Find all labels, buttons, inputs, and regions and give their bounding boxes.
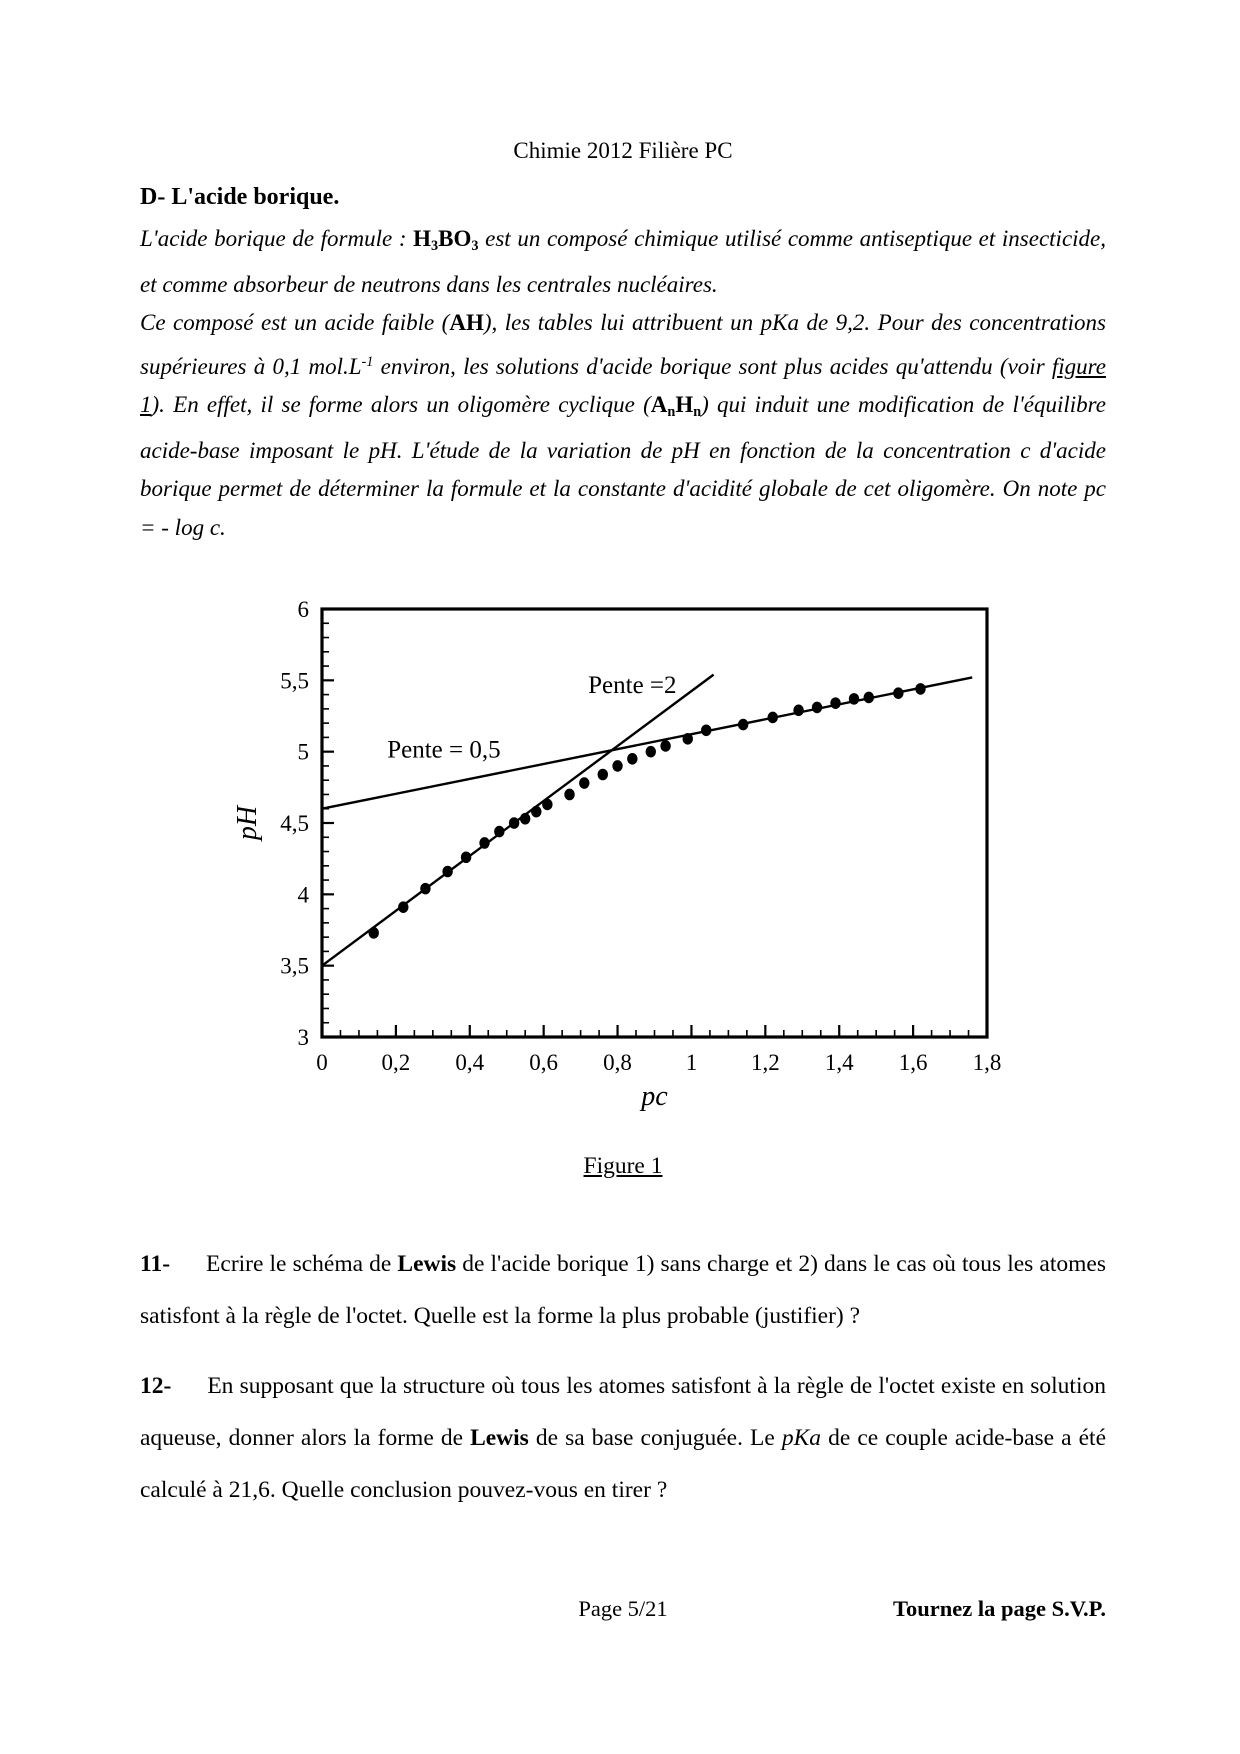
data-point	[738, 719, 748, 731]
pente-0-5-label: Pente = 0,5	[387, 736, 501, 764]
text-run: AH	[449, 310, 484, 336]
footer-page-number: Page 5/21	[578, 1596, 668, 1621]
x-tick-label: 0,4	[455, 1050, 485, 1075]
text-run: n	[667, 404, 676, 421]
intro-paragraph-1	[140, 220, 1106, 304]
data-point	[479, 837, 489, 849]
y-tick-label: 6	[297, 597, 309, 622]
text-run: de ce couple acide-base a été calculé à 21,6. Quelle conclusion pouvez-vous en tirer ?	[140, 1425, 1107, 1503]
data-point	[627, 753, 637, 765]
text-run: pKa	[781, 1425, 822, 1451]
text-run: Ecrire le schéma de	[206, 1251, 398, 1277]
text-run: figure 1	[140, 353, 1106, 418]
x-tick-label: 1	[685, 1050, 698, 1075]
text-run: de l'acide borique 1) sans charge et 2) dans le cas où tous les atomes satisfont à la règle de l'octet. Quelle est la forme la plus probable (justifier) ?	[140, 1251, 1106, 1329]
y-tick-label: 3	[297, 1025, 309, 1050]
data-point	[830, 697, 840, 709]
x-tick-label: 0	[316, 1050, 328, 1075]
data-point	[812, 702, 822, 714]
y-tick-label: 3,5	[280, 953, 309, 979]
intro-paragraph-2	[140, 304, 1106, 547]
footer-turn-note: Tournez la page S.V.P.	[893, 1596, 1106, 1621]
text-run: H	[675, 392, 694, 418]
data-point	[768, 712, 778, 724]
text-run: L'acide borique de formule :	[140, 226, 414, 251]
question-11	[140, 1238, 1106, 1342]
text-run: ) qui induit une modification de l'équilibre acide-base imposant le pH. L'étude de la variation de pH en fonction de la concentration c d'acide borique permet de déterminer la formule et la constante d'acidité globale de cet oligomère. On note pc = - log c.	[140, 392, 1106, 540]
data-point	[660, 740, 670, 752]
text-run: -1	[361, 353, 374, 370]
text-run: Lewis	[470, 1425, 529, 1451]
text-run: Lewis	[397, 1251, 457, 1277]
intro-text	[140, 220, 1106, 548]
x-tick-label: 1,8	[972, 1050, 1002, 1075]
question-12	[140, 1360, 1106, 1516]
x-tick-label: 0,8	[603, 1050, 632, 1075]
data-point	[369, 927, 379, 939]
x-tick-label: 1,2	[750, 1050, 780, 1075]
x-tick-label: 0,6	[529, 1050, 559, 1075]
text-run: ), les tables lui attribuent un pKa de 9,2. Pour des concentrations supérieures à 0,1 mol.L	[140, 310, 1106, 379]
y-tick-label: 4,5	[280, 811, 309, 836]
figure-caption-text: Figure 1	[583, 1153, 663, 1179]
y-tick-label: 5	[297, 739, 309, 765]
x-tick-label: 1,6	[898, 1050, 928, 1075]
figure-caption	[140, 1153, 1106, 1180]
data-point	[598, 769, 608, 781]
y-tick-label: 4	[297, 882, 309, 908]
data-point	[701, 724, 711, 736]
text-run: n	[693, 404, 702, 421]
text-run: H	[413, 226, 432, 251]
page-title: Chimie 2012 Filière PC	[513, 138, 733, 163]
data-point	[893, 687, 903, 699]
figure-1	[230, 525, 1010, 1125]
text-run: Ce composé est un acide faible (	[140, 310, 450, 336]
data-point	[793, 704, 803, 716]
data-point	[461, 851, 471, 863]
data-point	[494, 826, 504, 838]
data-point	[683, 733, 693, 745]
data-point	[564, 789, 574, 801]
section-heading: D- L'acide borique.	[140, 184, 340, 210]
text-run: de sa base conjuguée. Le	[528, 1425, 782, 1451]
x-tick-label: 0,2	[381, 1050, 411, 1075]
data-point	[542, 799, 552, 811]
data-point	[509, 817, 519, 829]
text-run: 3	[471, 237, 479, 254]
text-run: ). En effet, il se forme alors un oligomère cyclique (	[151, 392, 651, 418]
data-point	[579, 777, 589, 789]
data-point	[442, 866, 452, 878]
y-axis-label: pH	[232, 805, 263, 841]
x-tick-label: 1,4	[824, 1050, 854, 1075]
data-point	[849, 693, 859, 705]
pente-2-label: Pente =2	[588, 672, 677, 700]
text-run: En supposant que la structure où tous les atomes satisfont à la règle de l'octet existe en solution aqueuse, donner alors la forme de	[140, 1373, 1106, 1451]
data-point	[520, 813, 530, 825]
data-point	[915, 683, 925, 695]
data-point	[864, 692, 874, 704]
data-point	[612, 760, 622, 772]
text-run: 12-	[140, 1373, 172, 1399]
data-point	[398, 901, 408, 913]
data-point	[646, 746, 656, 758]
figure-1-chart	[230, 525, 1010, 1125]
y-tick-label: 5,5	[280, 668, 309, 694]
text-run: 3	[431, 237, 439, 254]
text-run: BO	[438, 226, 472, 251]
data-point	[531, 806, 541, 818]
x-axis-label: pc	[641, 1081, 668, 1112]
text-run: environ, les solutions d'acide borique sont plus acides qu'attendu (voir	[373, 353, 1052, 379]
text-run: A	[650, 392, 668, 418]
data-point	[420, 883, 430, 895]
text-run: est un composé chimique utilisé comme antiseptique et insecticide, et comme absorbeur de neutrons dans les centrales nucléaires.	[140, 226, 1107, 297]
text-run: 11-	[140, 1251, 171, 1277]
